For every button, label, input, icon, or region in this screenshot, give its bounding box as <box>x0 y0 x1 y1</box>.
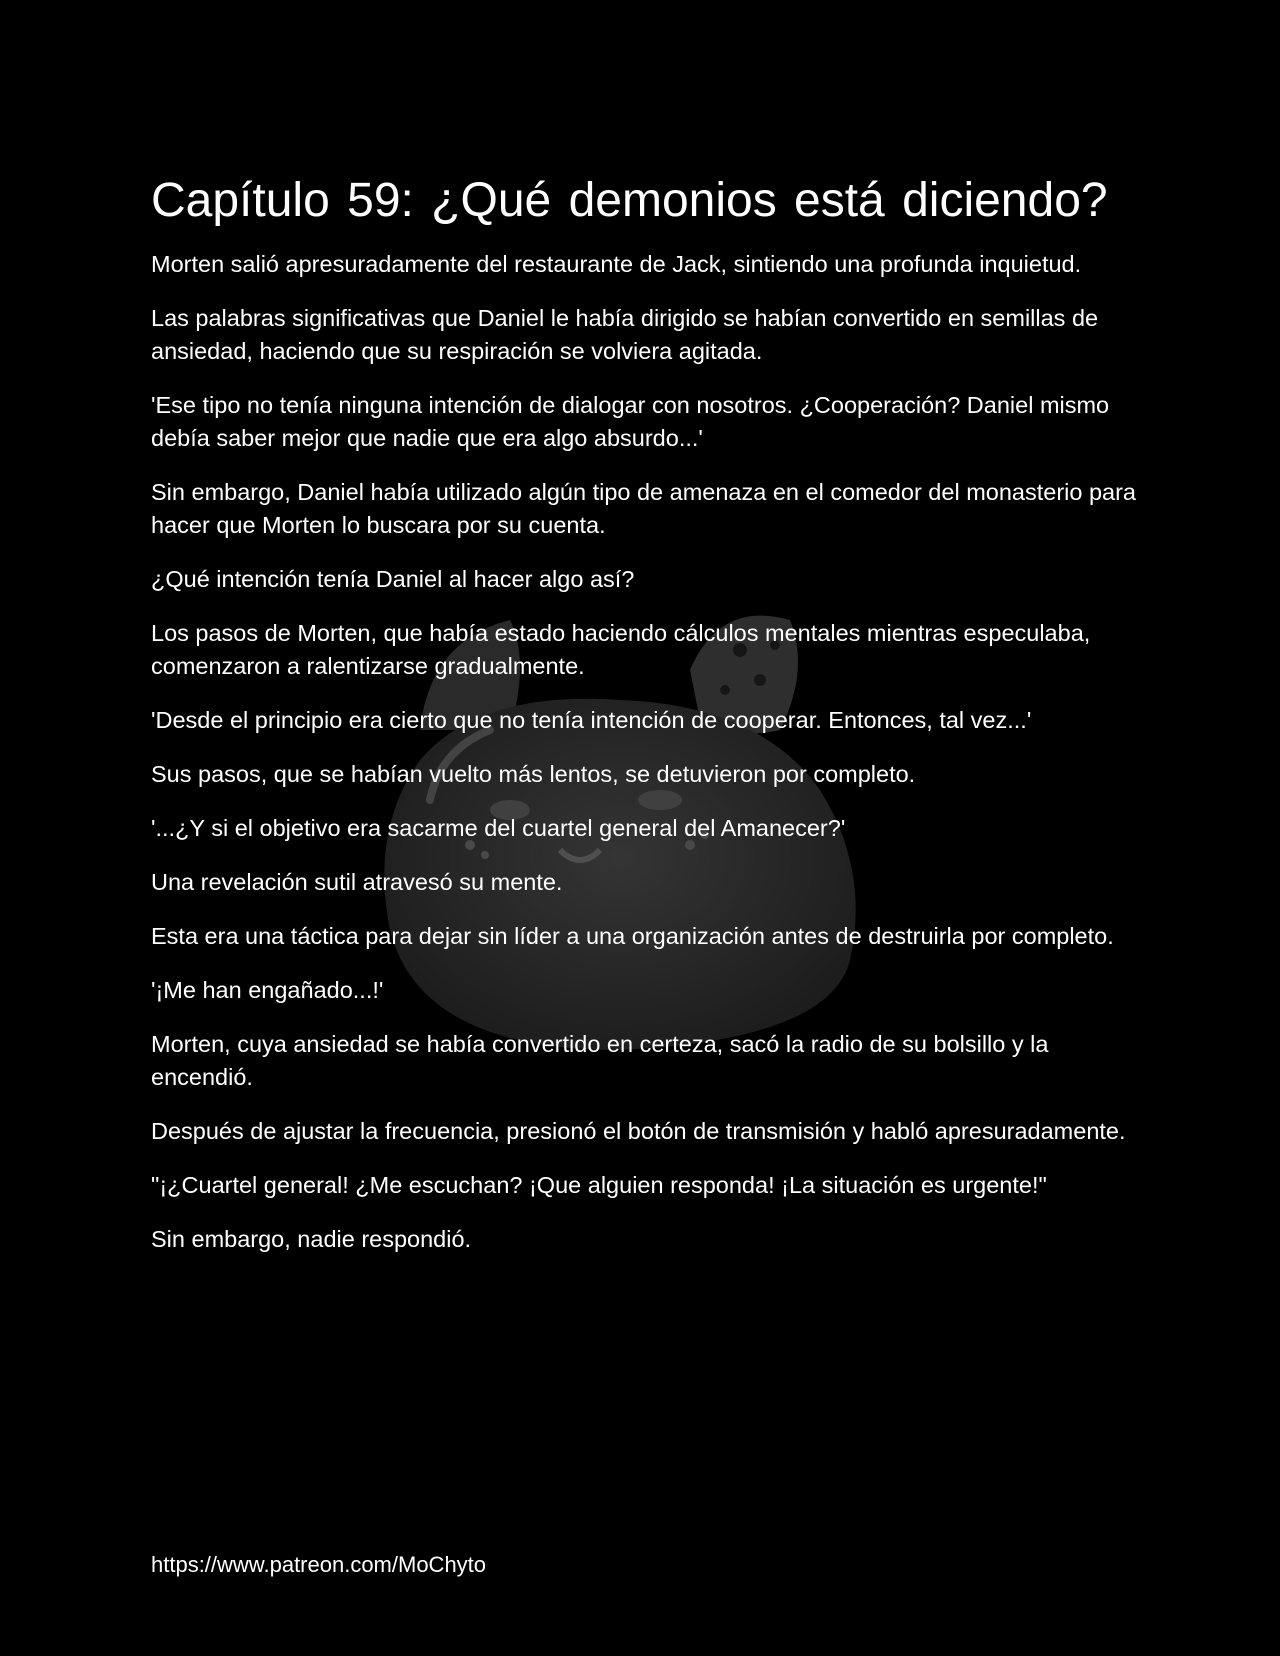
paragraph: 'Ese tipo no tenía ninguna intención de dialogar con nosotros. ¿Cooperación? Daniel mismo debía saber mejor que nadie que era algo absurdo...' <box>151 392 1110 451</box>
paragraph: '¡Me han engañado...!' <box>151 977 384 1003</box>
paragraph: Los pasos de Morten, que había estado haciendo cálculos mentales mientras especulaba, comenzaron a ralentizarse gradualmente. <box>151 620 1091 679</box>
paragraph: Morten salió apresuradamente del restaurante de Jack, sintiendo una profunda inquietud. <box>151 251 1082 277</box>
paragraph: Sin embargo, Daniel había utilizado algún tipo de amenaza en el comedor del monasterio para hacer que Morten lo buscara por su cuenta. <box>151 479 1137 538</box>
paragraph: Esta era una táctica para dejar sin líder a una organización antes de destruirla por completo. <box>151 923 1114 949</box>
paragraph: Después de ajustar la frecuencia, presionó el botón de transmisión y habló apresuradamente. <box>151 1118 1126 1144</box>
patreon-link[interactable]: https://www.patreon.com/MoChyto <box>151 1552 487 1577</box>
paragraph: Sin embargo, nadie respondió. <box>151 1226 472 1252</box>
paragraph: ¿Qué intención tenía Daniel al hacer algo así? <box>151 566 635 592</box>
paragraph: "¡¿Cuartel general! ¿Me escuchan? ¡Que alguien responda! ¡La situación es urgente!" <box>151 1172 1047 1198</box>
paragraph: 'Desde el principio era cierto que no tenía intención de cooperar. Entonces, tal vez...' <box>151 707 1032 733</box>
paragraph: Morten, cuya ansiedad se había convertido en certeza, sacó la radio de su bolsillo y la encendió. <box>151 1031 1049 1090</box>
chapter-content <box>151 168 1141 1277</box>
paragraph: '...¿Y si el objetivo era sacarme del cuartel general del Amanecer?' <box>151 815 846 841</box>
paragraph: Sus pasos, que se habían vuelto más lentos, se detuvieron por completo. <box>151 761 916 787</box>
chapter-title: Capítulo 59: ¿Qué demonios está diciendo? <box>151 174 1108 227</box>
paragraph: Una revelación sutil atravesó su mente. <box>151 869 563 895</box>
paragraph: Las palabras significativas que Daniel le había dirigido se habían convertido en semillas de ansiedad, haciendo que su respiración se volviera agitada. <box>151 305 1099 364</box>
